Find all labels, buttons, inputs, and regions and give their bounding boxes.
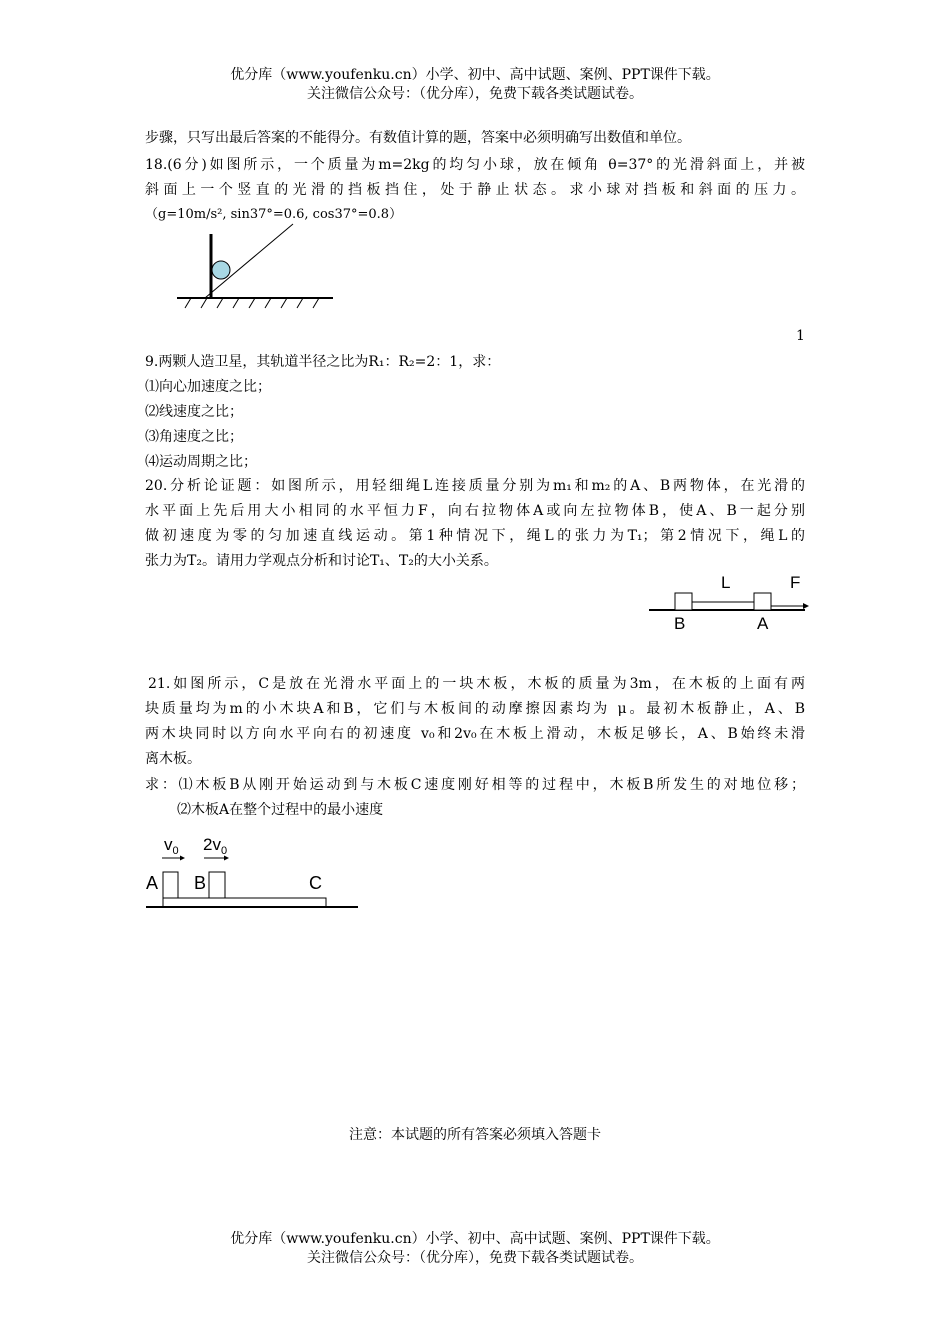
q19-item-1: ⑴向心加速度之比；: [145, 379, 271, 395]
q21-line-4: 离木板。: [145, 751, 201, 767]
label-l: L: [721, 573, 731, 592]
footer-line-2: 关注微信公众号：（优分库），免费下载各类试题试卷。: [307, 1250, 643, 1266]
q21-ask-2: ⑵木板A在整个过程中的最小速度: [177, 802, 384, 818]
q21-figure: [140, 828, 365, 918]
q19-item-2: ⑵线速度之比；: [145, 404, 243, 420]
arrow-a-head: [180, 856, 185, 861]
block-a: [754, 593, 771, 610]
q20-line-3: 做初速度为零的匀加速直线运动。第1种情况下，绳L的张力为T₁；第2情况下，绳L的: [145, 528, 805, 544]
q20-line-1: 20.分析论证题：如图所示，用轻细绳L连接质量分别为m₁和m₂的A、B两物体，在光滑的: [145, 478, 805, 494]
board-c: [163, 898, 326, 907]
q19-line-1: 9.两颗人造卫星，其轨道半径之比为R₁：R₂=2：1，求：: [145, 354, 501, 370]
label-a: A: [146, 873, 159, 893]
label-f: F: [790, 573, 801, 592]
q18-figure: [175, 220, 345, 320]
q21-line-3: 两木块同时以方向水平向右的初速度 v₀和2v₀在木板上滑动，木板足够长，A、B始终未滑: [145, 726, 805, 742]
header-line-2: 关注微信公众号：（优分库），免费下载各类试题试卷。: [307, 86, 643, 102]
ground-hatch: [185, 298, 319, 308]
q19-item-4: ⑷运动周期之比；: [145, 454, 257, 470]
label-2v0: $2v_0$: [203, 835, 228, 857]
q21-line-1: 21.如图所示，C是放在光滑水平面上的一块木板，木板的质量为3m，在木板的上面有两: [148, 676, 805, 692]
q20-figure: [645, 572, 815, 634]
label-b: B: [194, 873, 207, 893]
q20-line-2: 水平面上先后用大小相同的水平恒力F，向右拉物体A或向左拉物体B，使A、B一起分别: [145, 503, 805, 519]
page-number: 1: [796, 328, 805, 344]
footer-line-1: 优分库（www.youfenku.cn）小学、初中、高中试题、案例、PPT课件下载。: [230, 1231, 720, 1247]
intro-text: 步骤，只写出最后答案的不能得分。有数值计算的题，答案中必须明确写出数值和单位。: [145, 130, 691, 146]
q19-item-3: ⑶角速度之比；: [145, 429, 243, 445]
q18-line-2: 斜面上一个竖直的光滑的挡板挡住，处于静止状态。求小球对挡板和斜面的压力。: [145, 182, 805, 198]
q18-line-3: （g=10m/s², sin37°=0.6, cos37°=0.8）: [145, 207, 403, 222]
force-arrow-head: [803, 603, 809, 609]
q21-line-2: 块质量均为m的小木块A和B，它们与木板间的动摩擦因素均为 μ。最初木板静止，A、B: [145, 701, 805, 717]
ball: [212, 261, 230, 279]
block-b: [209, 872, 225, 898]
block-a: [163, 872, 178, 898]
label-c: C: [309, 873, 322, 893]
block-b: [675, 593, 692, 610]
q21-ask-1: 求：⑴木板B从刚开始运动到与木板C速度刚好相等的过程中，木板B所发生的对地位移；: [145, 777, 805, 793]
label-a: A: [757, 614, 769, 633]
notice-text: 注意：本试题的所有答案必须填入答题卡: [349, 1127, 601, 1143]
header-line-1: 优分库（www.youfenku.cn）小学、初中、高中试题、案例、PPT课件下载。: [230, 67, 720, 83]
q18-line-1: 18.(6分)如图所示，一个质量为m=2kg的均匀小球，放在倾角 θ=37°的光滑斜面上，并被: [145, 157, 805, 173]
label-b: B: [674, 614, 686, 633]
q20-line-4: 张力为T₂。请用力学观点分析和讨论T₁、T₂的大小关系。: [145, 553, 498, 569]
label-v0: $v_0$: [164, 835, 179, 857]
